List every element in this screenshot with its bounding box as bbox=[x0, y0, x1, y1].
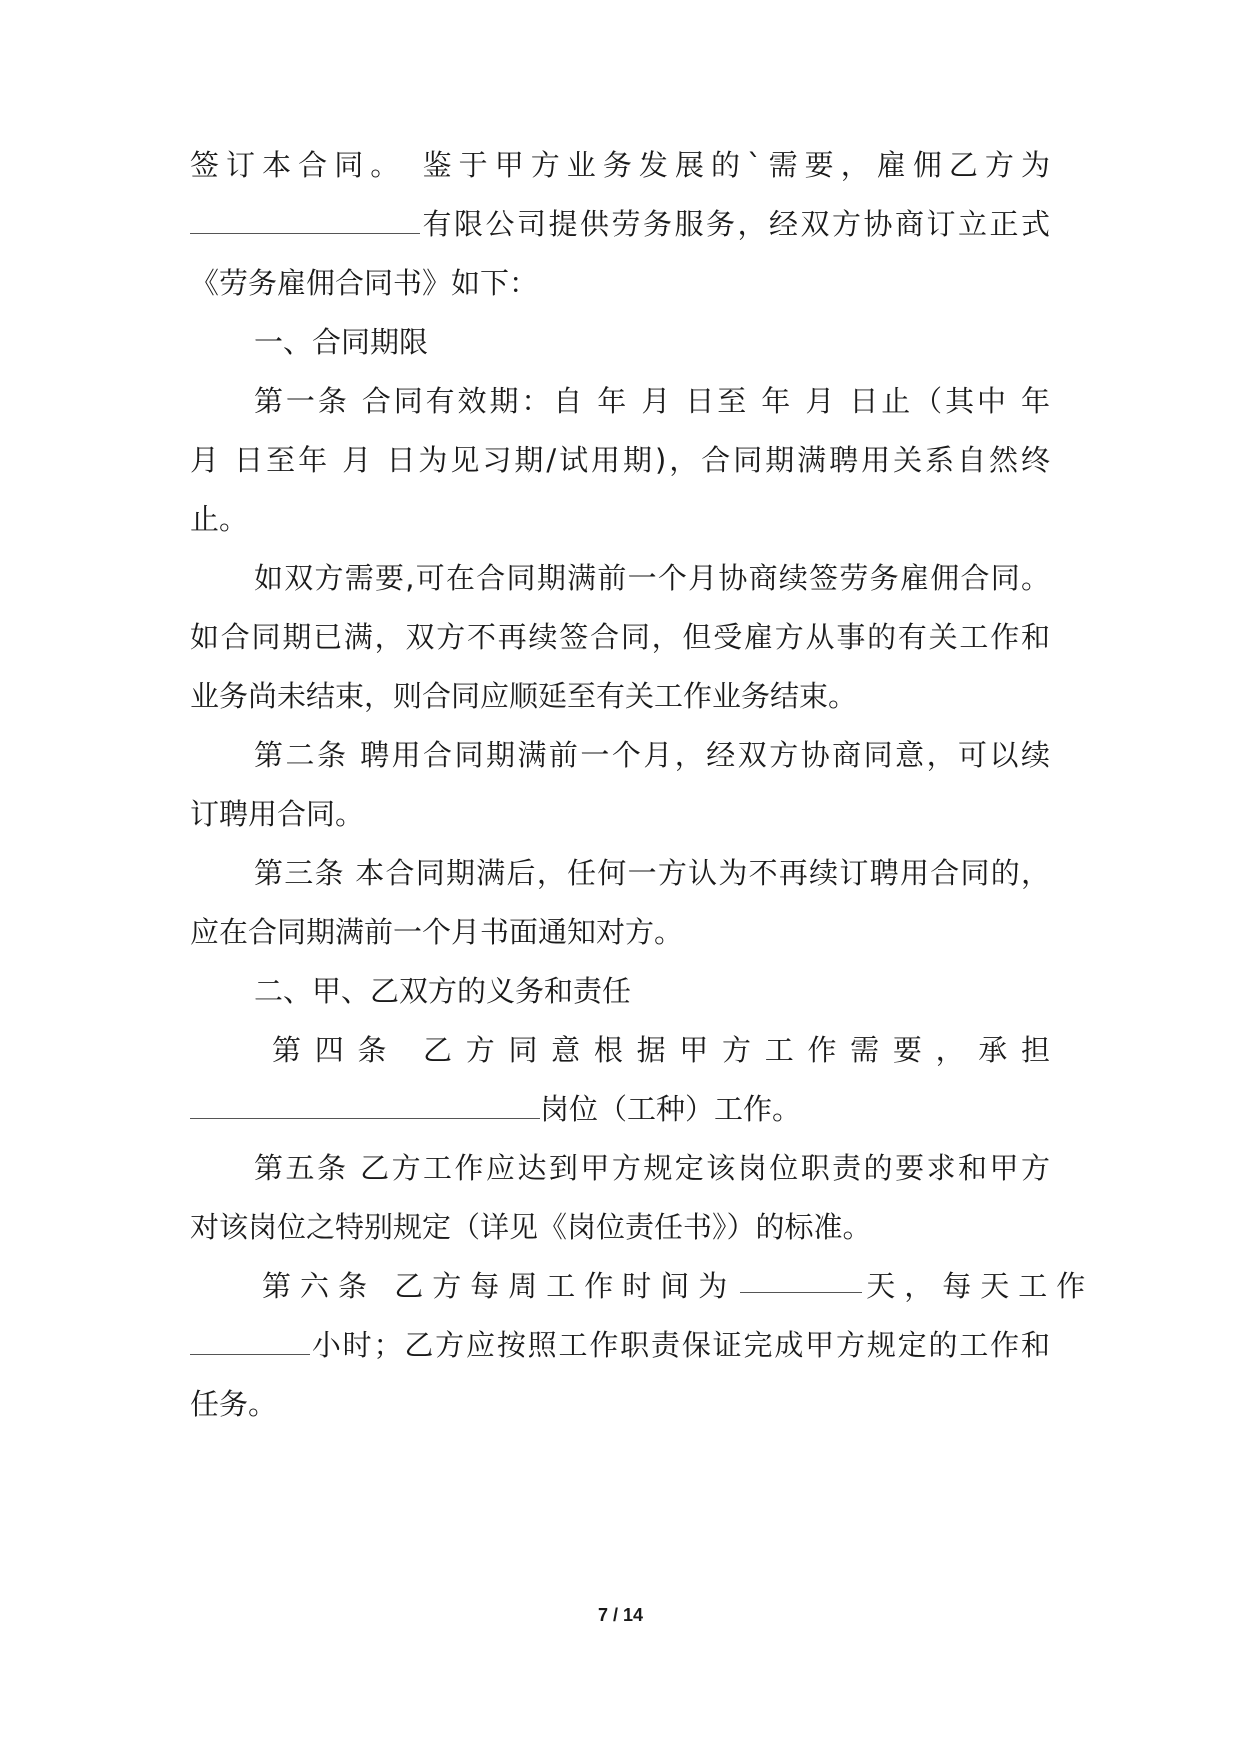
text-line: 第三条 本合同期满后，任何一方认为不再续订聘用合同的， bbox=[254, 856, 1050, 890]
text-line bbox=[190, 1089, 1050, 1129]
fill-blank bbox=[740, 1266, 862, 1293]
text-segment: 天，每天工作 bbox=[866, 1269, 1095, 1303]
text-segment: 第六条 乙方每周工作时间为 bbox=[262, 1269, 737, 1303]
text-segment: 有限公司提供劳务服务，经双方协商订立正式 bbox=[420, 207, 1050, 241]
section-heading: 二、甲、乙双方的义务和责任 bbox=[254, 974, 632, 1008]
text-line: 业务尚未结束，则合同应顺延至有关工作业务结束。 bbox=[190, 679, 858, 713]
fill-blank bbox=[190, 207, 420, 234]
text-line bbox=[262, 1266, 1095, 1306]
text-line: 如双方需要,可在合同期满前一个月协商续签劳务雇佣合同。 bbox=[254, 561, 1050, 595]
text-line: 任务。 bbox=[190, 1387, 278, 1421]
text-line: 签订本合同。 鉴于甲方业务发展的`需要，雇佣乙方为 bbox=[190, 148, 1050, 182]
fill-blank bbox=[190, 1328, 310, 1355]
text-line bbox=[190, 1325, 1050, 1365]
text-line: 第五条 乙方工作应达到甲方规定该岗位职责的要求和甲方 bbox=[254, 1151, 1050, 1185]
text-line: 第二条 聘用合同期满前一个月，经双方协商同意，可以续 bbox=[254, 738, 1050, 772]
text-line: 止。 bbox=[190, 502, 249, 536]
text-line: 对该岗位之特别规定（详见《岗位责任书》）的标准。 bbox=[190, 1210, 872, 1244]
fill-blank bbox=[190, 1092, 540, 1119]
text-line: 第一条 合同有效期：自 年 月 日至 年 月 日止（其中 年 bbox=[254, 384, 1050, 418]
page-number: 7 / 14 bbox=[597, 1605, 644, 1625]
text-segment: 小时；乙方应按照工作职责保证完成甲方规定的工作和 bbox=[310, 1328, 1050, 1362]
text-line: 应在合同期满前一个月书面通知对方。 bbox=[190, 915, 684, 949]
text-line: 第四条 乙方同意根据甲方工作需要，承担 bbox=[272, 1033, 1050, 1067]
section-heading: 一、合同期限 bbox=[254, 325, 429, 359]
text-line: 如合同期已满，双方不再续签合同，但受雇方从事的有关工作和 bbox=[190, 620, 1050, 654]
text-line bbox=[190, 204, 1050, 244]
text-line: 《劳务雇佣合同书》如下： bbox=[190, 266, 539, 300]
text-line: 月 日至年 月 日为见习期/试用期)，合同期满聘用关系自然终 bbox=[190, 443, 1050, 477]
text-segment: 岗位（工种）工作。 bbox=[540, 1092, 802, 1126]
text-line: 订聘用合同。 bbox=[190, 797, 365, 831]
